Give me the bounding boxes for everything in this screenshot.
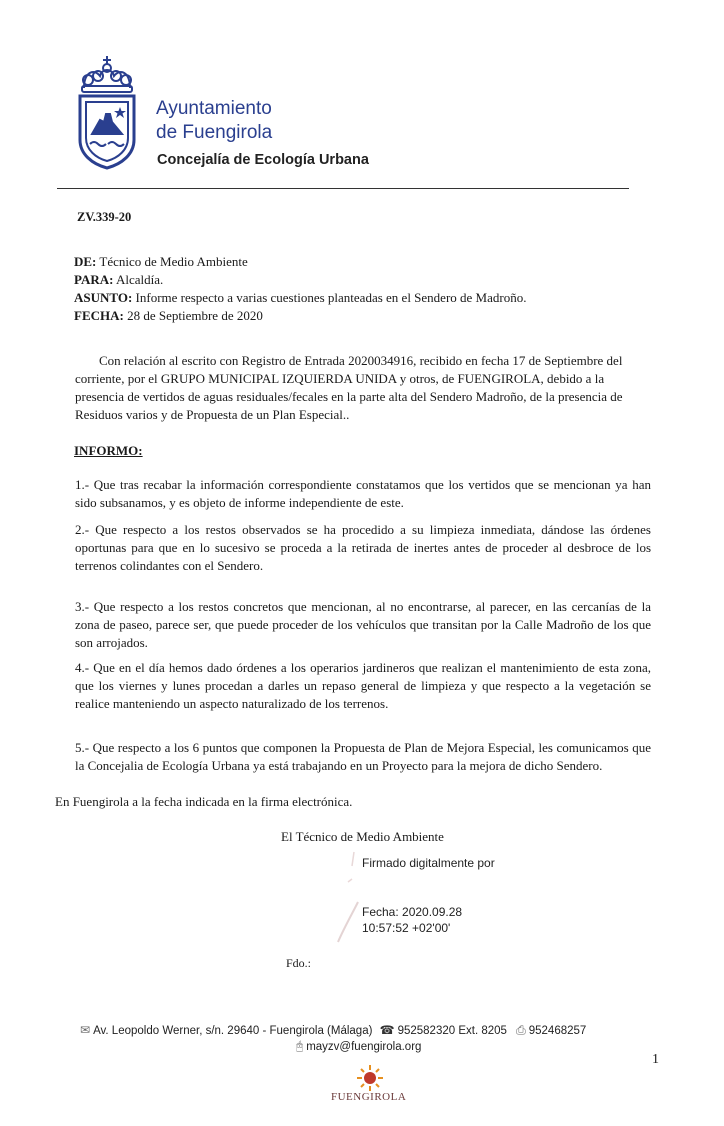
report-point-2: 2.- Que respecto a los restos observados se ha procedido a su limpieza inmediata, dándose las órdenes oportunas para que en lo sucesivo se proceda a la retirada de inertes antes de proceder al desbroce de los terrenos colindantes con el Sendero.	[75, 522, 651, 573]
org-name-line1: Ayuntamiento	[156, 98, 272, 119]
footer-email-line	[296, 1039, 421, 1055]
footer-contact-line	[80, 1023, 586, 1039]
place-date-line: En Fuengirola a la fecha indicada en la firma electrónica.	[55, 794, 353, 809]
report-point-1: 1.- Que tras recabar la información correspondiente constatamos que los vertidos que se mencionan ya han sido subsanamos, y es objeto de informe independiente de este.	[75, 477, 651, 510]
footer-logo-text: FUENGIROLA	[331, 1091, 407, 1103]
page-number: 1	[652, 1052, 659, 1067]
meta-value: Informe respecto a varias cuestiones planteadas en el Sendero de Madroño.	[132, 290, 527, 305]
envelope-icon: ✉	[80, 1023, 91, 1037]
meta-to	[74, 271, 634, 289]
meta-subject	[74, 289, 634, 307]
meta-key: DE:	[74, 254, 97, 269]
document-reference: ZV.339-20	[77, 210, 132, 224]
meta-value: 28 de Septiembre de 2020	[123, 308, 263, 323]
report-point-5: 5.- Que respecto a los 6 puntos que componen la Propuesta de Plan de Mejora Especial, les comunicamos que la Concejalia de Ecología Urbana ya está trabajando en un Proyecto para la mejora de dicho Sendero.	[75, 740, 651, 773]
meta-from	[74, 253, 634, 271]
document-meta	[74, 253, 634, 325]
footer-email[interactable]: mayzv@fuengirola.org	[306, 1041, 422, 1053]
mouse-icon: 🖰	[296, 1039, 304, 1053]
intro-paragraph: Con relación al escrito con Registro de Entrada 2020034916, recibido en fecha 17 de Septiembre del corriente, por el GRUPO MUNICIPAL IZQUIERDA UNIDA y otros, de FUENGIROLA, debido a la presencia de vertidos de aguas residuales/fecales en la parte alta del Sendero Madroño, de la presencia de Residuos varios y de Propuesta de un Plan Especial..	[75, 353, 623, 422]
meta-value: Alcaldía.	[113, 272, 164, 287]
meta-date	[74, 307, 634, 325]
footer-phone: 952582320 Ext. 8205	[397, 1025, 507, 1037]
phone-icon: ☎	[379, 1023, 395, 1037]
meta-key: FECHA:	[74, 308, 124, 323]
fdo-label: Fdo.:	[286, 956, 312, 970]
informo-heading: INFORMO:	[74, 443, 143, 458]
footer-address: Av. Leopoldo Werner, s/n. 29640 - Fuengirola (Málaga)	[93, 1025, 373, 1037]
fax-icon: ⎙	[516, 1023, 526, 1037]
department-name: Concejalía de Ecología Urbana	[157, 152, 369, 168]
signature-time: 10:57:52 +02'00'	[362, 921, 451, 935]
report-point-4: 4.- Que en el día hemos dado órdenes a los operarios jardineros que realizan el mantenimiento de esta zona, que los viernes y lunes procedan a darles un repaso general de limpieza y que respecto a la vegetación se realice manteniendo un aspecto naturalizado de los terrenos.	[75, 660, 651, 711]
municipal-crest-icon	[76, 54, 138, 170]
org-name-line2: de Fuengirola	[156, 122, 273, 143]
meta-value: Técnico de Medio Ambiente	[96, 254, 248, 269]
report-point-3: 3.- Que respecto a los restos concretos que mencionan, al no encontrarse, al parecer, en las cercanías de la zona de paseo, parece ser, que puede proceder de los vehículos que transitan por la Calle Madroño de los que son arrojados.	[75, 599, 651, 650]
meta-key: ASUNTO:	[74, 290, 133, 305]
signature-date: Fecha: 2020.09.28	[362, 905, 463, 919]
meta-key: PARA:	[74, 272, 114, 287]
signer-title: El Técnico de Medio Ambiente	[281, 829, 444, 844]
signature-label: Firmado digitalmente por	[362, 856, 495, 870]
header-divider	[57, 188, 629, 189]
footer-fax: 952468257	[528, 1025, 587, 1037]
